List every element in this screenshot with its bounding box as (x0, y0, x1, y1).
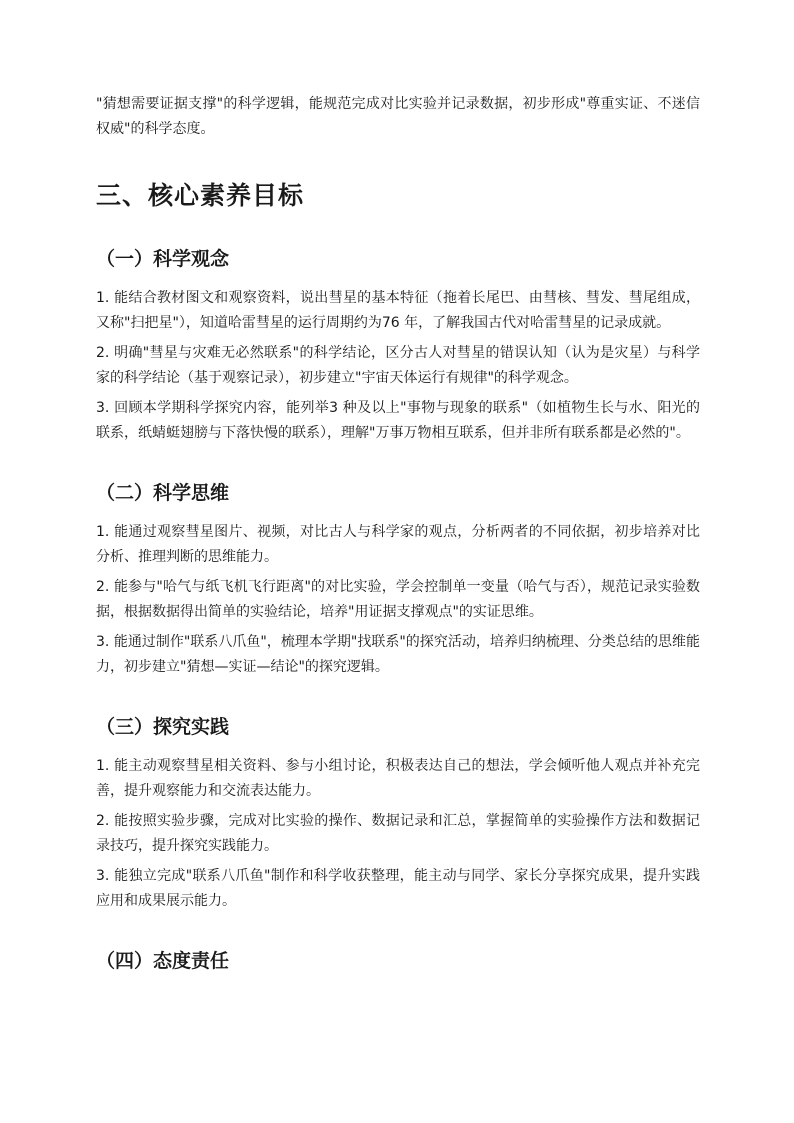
list-item: 3. 能独立完成"联系八爪鱼"制作和科学收获整理，能主动与同学、家长分享探究成果，提升实践应用和成果展示能力。 (96, 868, 700, 909)
subsection-items-science-concepts (96, 286, 700, 446)
document-page (96, 92, 700, 974)
list-item: 1. 能结合教材图文和观察资料，说出彗星的基本特征（拖着长尾巴、由彗核、彗发、彗尾组成，又称"扫把星"），知道哈雷彗星的运行周期约为76 年，了解我国古代对哈雷彗星的记录成就。 (96, 290, 700, 331)
intro-paragraph: "猜想需要证据支撑"的科学逻辑，能规范完成对比实验并记录数据，初步形成"尊重实证、不迷信权威"的科学态度。 (96, 96, 700, 137)
list-item: 3. 能通过制作"联系八爪鱼"，梳理本学期"找联系"的探究活动，培养归纳梳理、分类总结的思维能力，初步建立"猜想—实证—结论"的探究逻辑。 (96, 634, 700, 675)
list-item: 2. 明确"彗星与灾难无必然联系"的科学结论，区分古人对彗星的错误认知（认为是灾星）与科学家的科学结论（基于观察记录），初步建立"宇宙天体运行有规律"的科学观念。 (96, 345, 700, 386)
list-item: 1. 能通过观察彗星图片、视频，对比古人与科学家的观点，分析两者的不同依据，初步培养对比分析、推理判断的思维能力。 (96, 524, 700, 565)
subsection-title-attitude-responsibility: （四）态度责任 (96, 950, 230, 972)
subsection-items-inquiry-practice (96, 754, 700, 914)
list-item: 2. 能按照实验步骤，完成对比实验的操作、数据记录和汇总，掌握简单的实验操作方法和数据记录技巧，提升探究实践能力。 (96, 813, 700, 854)
list-item: 2. 能参与"哈气与纸飞机飞行距离"的对比实验，学会控制单一变量（哈气与否），规范记录实验数据，根据数据得出简单的实验结论，培养"用证据支撑观点"的实证思维。 (96, 579, 700, 620)
list-item: 1. 能主动观察彗星相关资料、参与小组讨论，积极表达自己的想法，学会倾听他人观点并补充完善，提升观察能力和交流表达能力。 (96, 758, 700, 799)
subsection-items-science-thinking (96, 520, 700, 680)
subsection-title-science-concepts: （一）科学观念 (96, 248, 230, 270)
list-item: 3. 回顾本学期科学探究内容，能列举3 种及以上"事物与现象的联系"（如植物生长与水、阳光的联系，纸蜻蜓翅膀与下落快慢的联系），理解"万事万物相互联系，但并非所有联系都是必然的"。 (96, 400, 700, 441)
subsection-title-science-thinking: （二）科学思维 (96, 482, 230, 504)
subsection-title-inquiry-practice: （三）探究实践 (96, 716, 230, 738)
section-title: 三、核心素养目标 (96, 181, 305, 210)
